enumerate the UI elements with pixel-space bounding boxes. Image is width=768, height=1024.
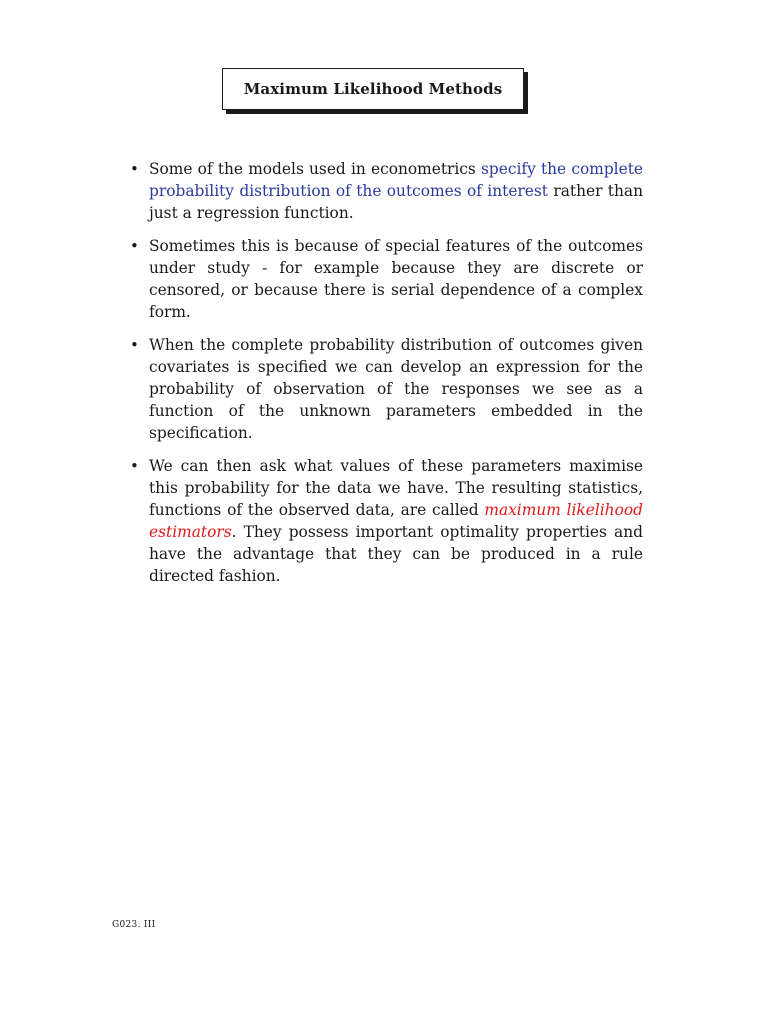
- bullet-text-normal: . They possess important optimality properties and have the advantage that they can be produced in a rule directed fashion.: [149, 523, 643, 585]
- bullet-icon: •: [130, 457, 139, 475]
- bullet-text-highlight: specify the complete probability distribution of the outcomes of interest: [149, 160, 643, 200]
- bullet-icon: •: [130, 237, 139, 255]
- bullet-text-normal: Some of the models used in econometrics: [149, 160, 481, 178]
- bullet-text-normal: Sometimes this is because of special features of the outcomes under study - for example because they are discrete or censored, or because there is serial dependence of a complex form.: [149, 237, 643, 321]
- bullet-icon: •: [130, 160, 139, 178]
- page-title: Maximum Likelihood Methods: [243, 80, 503, 98]
- bullet-item: [130, 158, 643, 224]
- bullet-list: [130, 158, 643, 598]
- bullet-item: [130, 235, 643, 323]
- page-footer: G023. III: [112, 920, 156, 930]
- bullet-text-normal: We can then ask what values of these parameters maximise this probability for the data we have. The resulting statistics, functions of the observed data, are called: [149, 457, 643, 519]
- bullet-text-normal: rather than just a regression function.: [149, 182, 643, 222]
- bullet-text-normal: When the complete probability distribution of outcomes given covariates is specified we can develop an expression for the probability of observation of the responses we see as a function of the unknown parameters embedded in the specification.: [149, 336, 643, 442]
- bullet-icon: •: [130, 336, 139, 354]
- bullet-text-emphasis: maximum likelihood estimators: [149, 501, 643, 541]
- bullet-item: [130, 334, 643, 444]
- bullet-item: [130, 455, 643, 587]
- title-box: [222, 68, 524, 110]
